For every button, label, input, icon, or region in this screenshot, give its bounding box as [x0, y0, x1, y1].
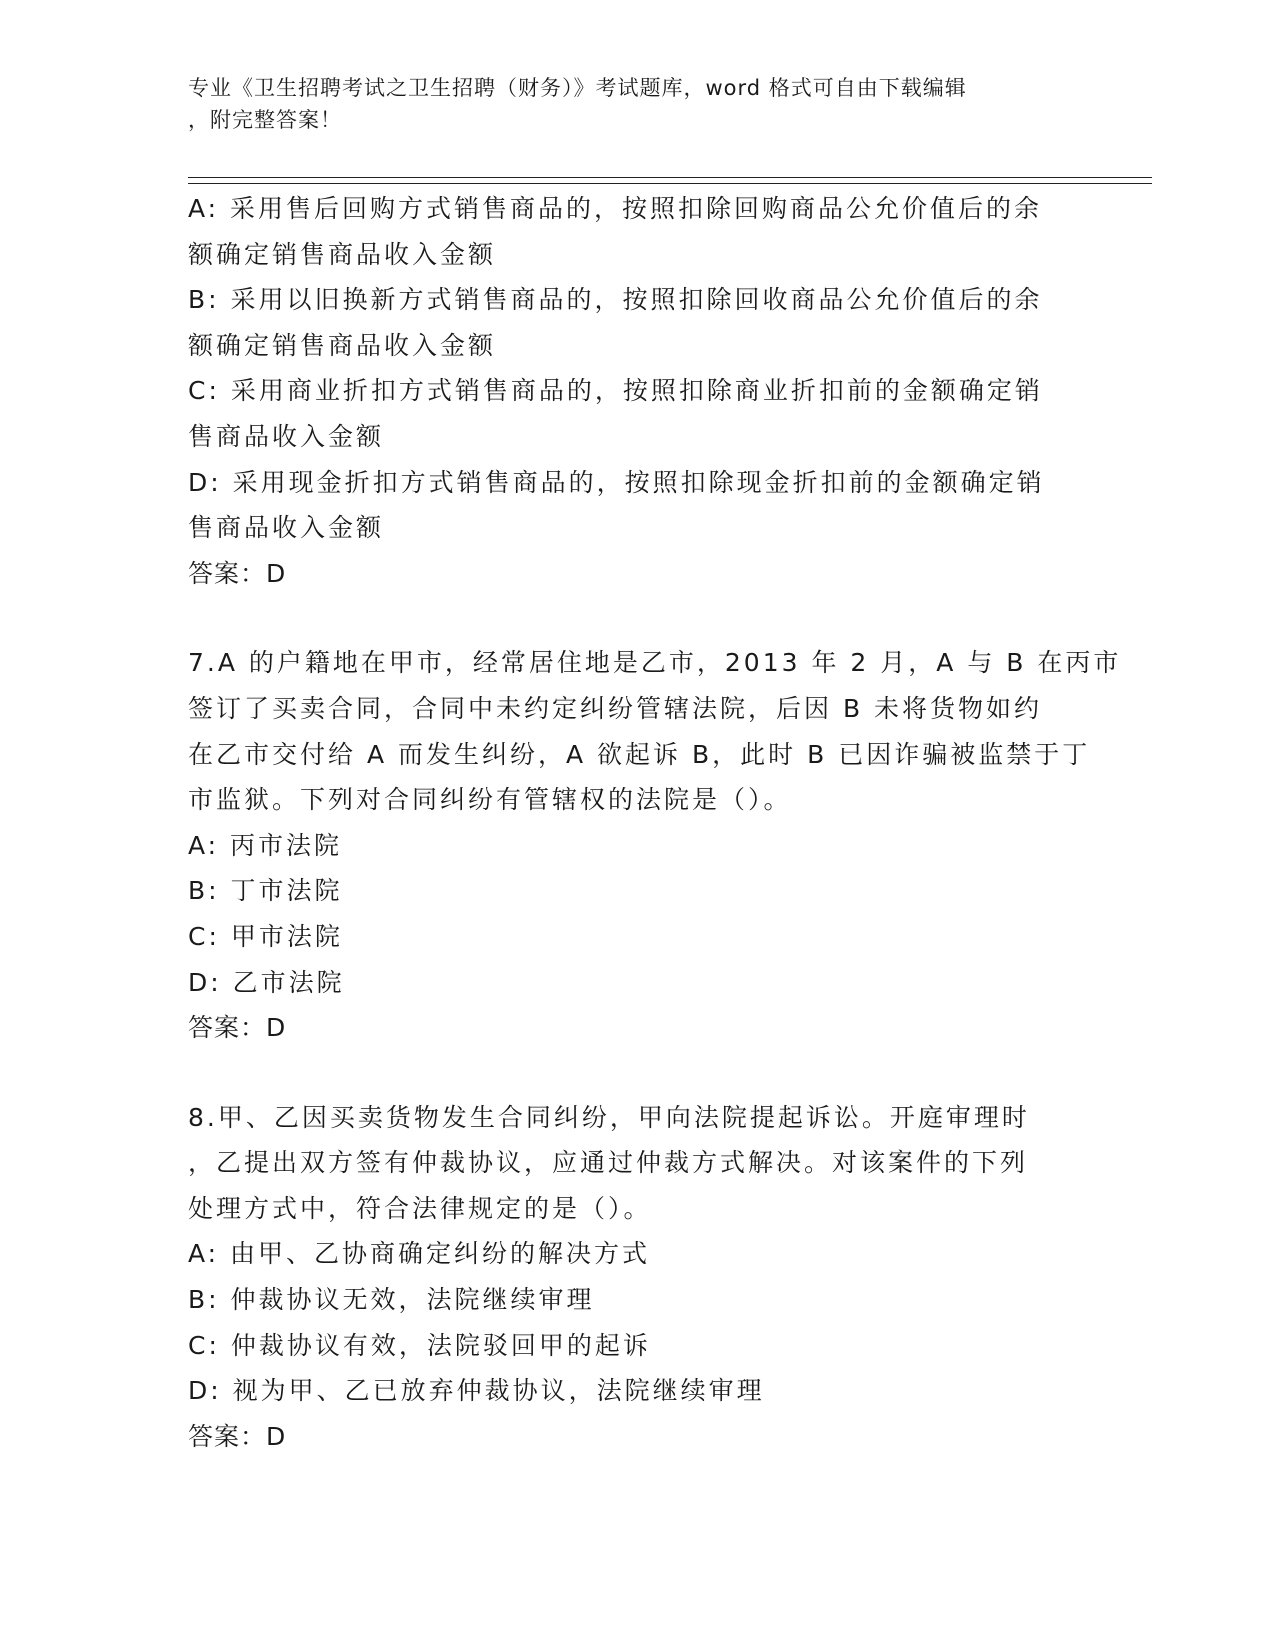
question-6-answer: 答案：D — [188, 558, 287, 588]
header-line-2: ，附完整答案！ — [188, 108, 342, 132]
question-7 — [188, 640, 1122, 1005]
question-6-options — [188, 186, 1088, 551]
question-stem-line: 市监狱。下列对合同纠纷有管辖权的法院是（）。 — [188, 785, 792, 815]
question-7-answer: 答案：D — [188, 1013, 287, 1043]
option-line: A: 采用售后回购方式销售商品的，按照扣除回购商品公允价值后的余 — [188, 194, 1043, 223]
option-d: D: 视为甲、乙已放弃仲裁协议，法院继续审理 — [188, 1376, 765, 1406]
option-c: C: 仲裁协议有效，法院驳回甲的起诉 — [188, 1330, 651, 1360]
question-8 — [188, 1095, 1088, 1414]
question-stem-line: 签订了买卖合同，合同中未约定纠纷管辖法院，后因 B 未将货物如约 — [188, 693, 1043, 723]
option-line: B: 采用以旧换新方式销售商品的，按照扣除回收商品公允价值后的余 — [188, 285, 1043, 315]
document-header — [188, 72, 1088, 136]
option-b: B: 仲裁协议无效，法院继续审理 — [188, 1285, 595, 1315]
option-c: C: 甲市法院 — [188, 921, 343, 951]
option-line: C: 采用商业折扣方式销售商品的，按照扣除商业折扣前的金额确定销 — [188, 376, 1043, 406]
question-stem-line: ，乙提出双方签有仲裁协议，应通过仲裁方式解决。对该案件的下列 — [188, 1148, 1029, 1178]
option-b: B: 丁市法院 — [188, 876, 343, 906]
header-rule-top — [188, 177, 1152, 178]
header-rule-bottom — [188, 183, 1152, 184]
option-a: A: 由甲、乙协商确定纠纷的解决方式 — [188, 1239, 651, 1269]
header-line-1: 专业《卫生招聘考试之卫生招聘（财务）》考试题库，word 格式可自由下载编辑 — [188, 76, 967, 100]
option-line: 售商品收入金额 — [188, 421, 385, 451]
option-line: 额确定销售商品收入金额 — [188, 330, 497, 360]
option-line: 额确定销售商品收入金额 — [188, 239, 497, 269]
document-body — [188, 186, 1122, 1459]
option-a: A: 丙市法院 — [188, 830, 343, 860]
option-line: 售商品收入金额 — [188, 513, 385, 543]
question-stem-line: 处理方式中，符合法律规定的是（）。 — [188, 1193, 652, 1223]
question-stem-line: 在乙市交付给 A 而发生纠纷，A 欲起诉 B，此时 B 已因诈骗被监禁于丁 — [188, 739, 1091, 769]
question-8-answer: 答案：D — [188, 1421, 287, 1451]
option-d: D: 乙市法院 — [188, 967, 345, 997]
question-stem-line: 8.甲、乙因买卖货物发生合同纠纷，甲向法院提起诉讼。开庭审理时 — [188, 1102, 1030, 1132]
option-line: D: 采用现金折扣方式销售商品的，按照扣除现金折扣前的金额确定销 — [188, 467, 1045, 497]
question-stem-line: 7.A 的户籍地在甲市，经常居住地是乙市，2013 年 2 月，A 与 B 在丙市 — [188, 648, 1122, 678]
